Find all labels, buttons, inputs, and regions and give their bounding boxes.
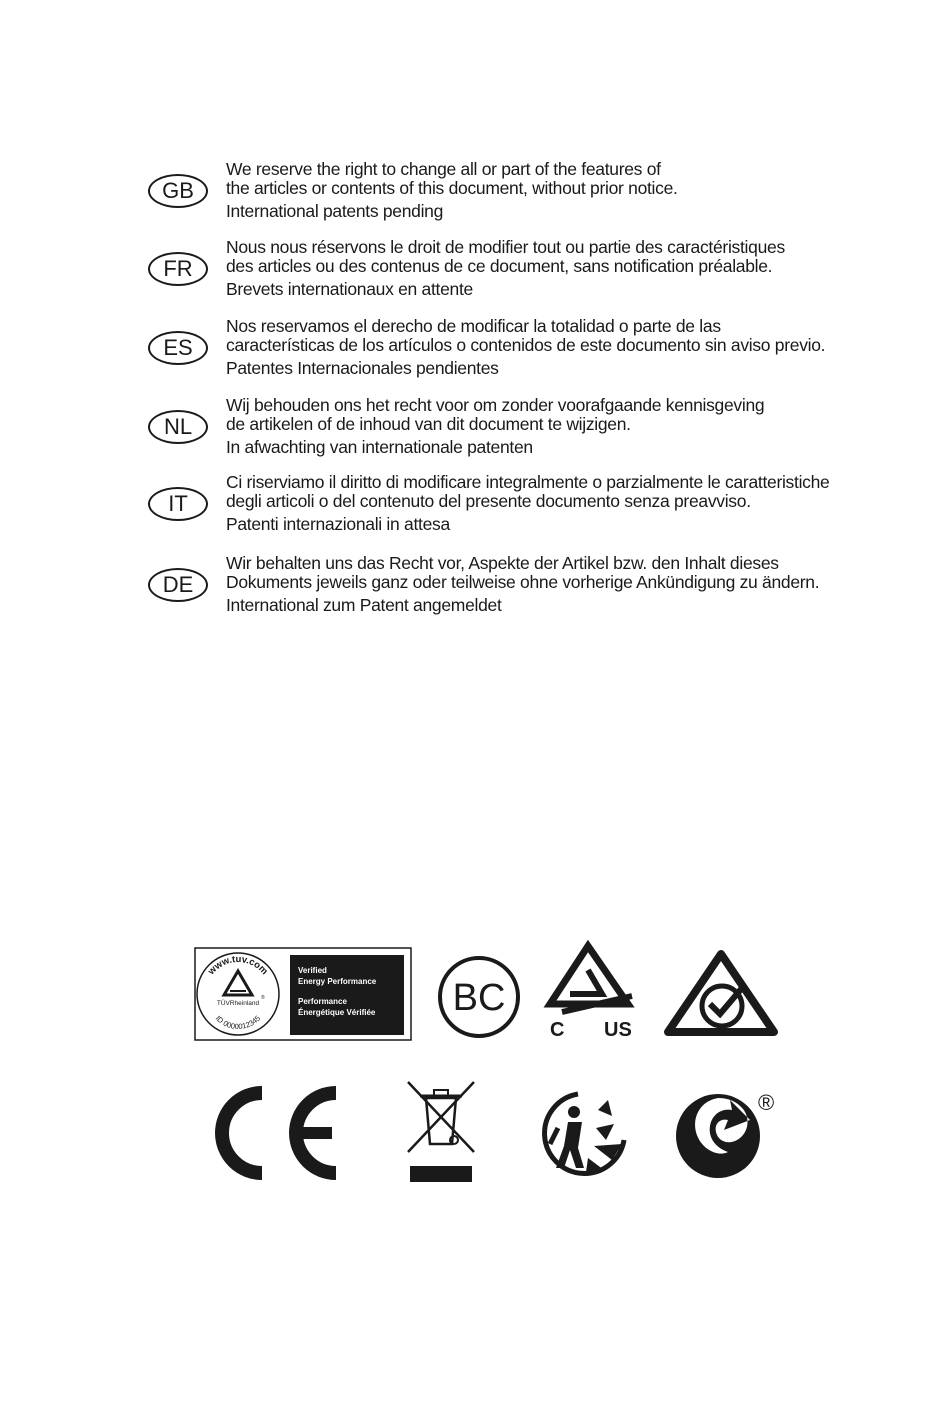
- csa-c: C: [550, 1019, 565, 1040]
- language-badge-es: ES: [148, 331, 208, 365]
- notice-fr: [148, 238, 868, 302]
- svg-text:®: ®: [261, 995, 265, 1001]
- bc-text: BC: [452, 977, 506, 1019]
- tuv-performance: Performance: [298, 997, 347, 1006]
- bc-mark-icon: [436, 954, 522, 1040]
- tuv-energy: Energy Performance: [298, 977, 377, 986]
- language-badge-fr: FR: [148, 252, 208, 286]
- patent-line: Patentes Internacionales pendientes: [226, 358, 499, 378]
- tuv-energetique: Énergétique Vérifiée: [298, 1008, 376, 1017]
- patent-line: International patents pending: [226, 201, 444, 221]
- notice-line: the articles or contents of this document, without prior notice.: [226, 178, 678, 198]
- notice-nl: [148, 396, 868, 460]
- notice-line: Dokuments jeweils ganz oder teilweise ohne vorherige Ankündigung zu ändern.: [226, 572, 820, 592]
- tuv-brand: TÜVRheinland: [216, 1000, 260, 1007]
- notice-line: Nos reservamos el derecho de modificar la totalidad o parte de las: [226, 316, 721, 336]
- csa-us: US: [604, 1019, 632, 1040]
- language-badge-de: DE: [148, 568, 208, 602]
- tuv-verified: Verified: [298, 966, 327, 975]
- notice-line: Wir behalten uns das Recht vor, Aspekte der Artikel bzw. den Inhalt dieses: [226, 553, 779, 573]
- language-badge-nl: NL: [148, 410, 208, 444]
- notice-line: características de los artículos o contenidos de este documento sin aviso previo.: [226, 335, 826, 355]
- notice-de: [148, 554, 868, 618]
- notice-line: Nous nous réservons le droit de modifier tout ou partie des caractéristiques: [226, 237, 785, 257]
- notice-line: Wij behouden ons het recht voor om zonder voorafgaande kennisgeving: [226, 395, 765, 415]
- tuv-id: ID 0000012345: [213, 1013, 263, 1032]
- patent-line: In afwachting van internationale patenten: [226, 437, 533, 457]
- language-badge-it: IT: [148, 487, 208, 521]
- notice-gb: [148, 160, 868, 224]
- language-badge-gb: GB: [148, 174, 208, 208]
- patent-line: Brevets internationaux en attente: [226, 279, 473, 299]
- notice-line: de artikelen of de inhoud van dit document te wijzigen.: [226, 414, 631, 434]
- notice-it: [148, 473, 868, 537]
- patent-line: Patenti internazionali in attesa: [226, 514, 450, 534]
- green-dot-icon: [674, 1086, 784, 1182]
- tidyman-icon: [538, 1088, 630, 1178]
- notice-es: [148, 317, 868, 381]
- patent-line: International zum Patent angemeldet: [226, 595, 502, 615]
- csa-triangle-icon: [540, 940, 640, 1040]
- ce-mark-icon: [200, 1085, 340, 1181]
- notice-line: des articles ou des contenus de ce document, sans notification préalable.: [226, 256, 773, 276]
- notice-line: We reserve the right to change all or part of the features of: [226, 159, 661, 179]
- registered-mark: ®: [758, 1090, 775, 1115]
- weee-bin-icon: [404, 1078, 478, 1184]
- notice-line: degli articoli o del contenuto del presente documento senza preavviso.: [226, 491, 751, 511]
- tuv-url: www.tuv.com: [206, 953, 270, 978]
- tuv-rheinland-logo: [194, 947, 412, 1041]
- rcm-mark-icon: [662, 948, 780, 1038]
- notice-line: Ci riserviamo il diritto di modificare integralmente o parzialmente le caratteristiche: [226, 472, 830, 492]
